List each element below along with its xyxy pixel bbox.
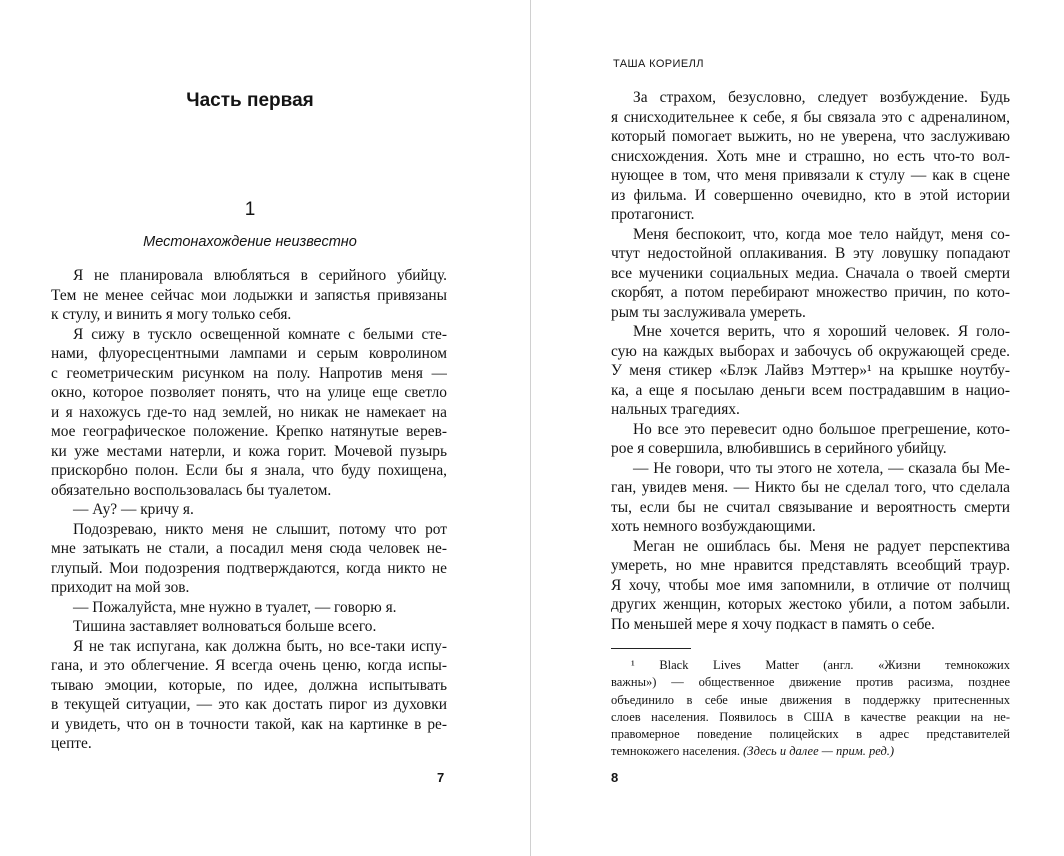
text-line: ки уже местами натерли, и кожа горит. Мочевой пузырь (51, 442, 447, 460)
text-line: Меган не ошиблась бы. Меня не радует перспектива (633, 537, 1010, 555)
text-line: Я хочу, чтобы мое имя запомнили, в отличие от полчищ (611, 576, 1010, 594)
text-line: цепте. (51, 735, 92, 752)
text-line: все мученики социальных медиа. Сначала о твоей смерти (611, 264, 1010, 282)
text-line: протагонист. (611, 206, 695, 223)
chapter-subtitle: Местонахождение неизвестно (143, 234, 357, 250)
text-line: Подозреваю, никто меня не слышит, потому что рот (73, 520, 447, 538)
left-page (0, 0, 530, 856)
right-body-text (611, 88, 1010, 634)
page-number-right: 8 (611, 770, 619, 785)
text-line: Мне хочется верить, что я хороший человек. Я голо- (633, 323, 1010, 340)
text-line: нующее в том, что меня привязали к стулу — как в сцене (611, 167, 1010, 184)
text-line: ты, если бы не считал связывание и вероятность смерти (611, 498, 1010, 516)
text-line: и я нахожусь где-то над землей, но никак не намекает на (51, 403, 447, 421)
text-line: объединило в себе иные движения в поддержку притесненных (611, 692, 1010, 707)
text-line: мое географическое положение. Крепко натянутые верев- (51, 423, 447, 440)
text-line: окно, которое позволяет понять, что на улице еще светло (51, 384, 447, 401)
text-line: Но все это перевесит одно большое прегрешение, кото- (633, 420, 1010, 438)
text-line: Тем не менее сейчас мои лодыжки и запястья привязаны (51, 286, 447, 304)
text-line: рое я совершила, влюбившись в серийного убийцу. (611, 440, 947, 457)
text-line: правомерное поведение полицейских в адрес представителей (611, 727, 1010, 742)
text-line: глупый. Мои подозрения подтверждаются, когда никто не (51, 559, 447, 577)
text-line: скорбят, а потом перебирают множество причин, по кото- (611, 284, 1010, 301)
text-line: к стулу, и винить я могу только себя. (51, 306, 292, 323)
text-line: других женщин, которых жестоко убили, а потом забыли. (611, 596, 1010, 613)
text-line: чтут недостойной оплакивания. В эту ловушку попадают (611, 245, 1010, 262)
text-line: тываю эмоции, которые, по идее, должна испытывать (51, 676, 447, 694)
text-line: — Не говори, что ты этого не хотела, — сказала бы Ме- (633, 459, 1010, 477)
text-line: снисхождения. Хоть мне и страшно, но есть что-то вол- (611, 147, 1010, 165)
text-line: По меньшей мере я хочу подкаст в память о себе. (611, 615, 935, 633)
text-line: гана, и это облегчение. Я всегда очень ценю, когда испы- (51, 657, 447, 674)
text-line: важны») — общественное движение против расизма, позднее (611, 675, 1010, 690)
footnote-rule (611, 648, 691, 649)
text-line: Меня беспокоит, что, когда мое тело найдут, меня со- (633, 225, 1010, 243)
text-line: ка, а еще я посылаю деньги всем пострадавшим в нацио- (611, 381, 1010, 399)
text-line: За страхом, безусловно, следует возбуждение. Будь (633, 89, 1010, 106)
text-line: ган, увидев меня. — Никто бы не сделал того, что сделала (611, 479, 1010, 496)
running-head: ТАША КОРИЕЛЛ (613, 58, 704, 70)
text-line: слоев населения. Появилось в США в качестве реакции на не- (611, 709, 1010, 724)
page-number-left: 7 (437, 770, 445, 785)
text-line: нальных трагедиях. (611, 401, 740, 418)
text-line: ¹ Black Lives Matter (англ. «Жизни темнокожих (631, 658, 1010, 672)
text-line: умереть, но мне нравится представлять всеобщий траур. (611, 557, 1010, 574)
text-line: нами, флуоресцентными лампами и серым ковролином (51, 345, 447, 362)
text-line: в текущей ситуации, — это как достать пирог из духовки (51, 696, 447, 713)
text-line: обязательно воспользовалась бы туалетом. (51, 481, 332, 499)
text-line: я снисходительнее к себе, я бы связала это с адреналином, (611, 108, 1010, 126)
text-line: сую на каждых выборах и забочусь об окружающей среде. (611, 342, 1010, 360)
text-line: приходит на мой зов. (51, 579, 190, 596)
footnote-editor-note: (Здесь и далее — прим. ред.) (743, 744, 895, 759)
text-line: который помогает выжить, но не уверена, что заслуживаю (611, 128, 1010, 145)
text-line: Я не планировала влюбляться в серийного убийцу. (73, 267, 447, 284)
text-line: и увидеть, что он в точности такой, как на картинке в ре- (51, 715, 447, 733)
text-line: — Пожалуйста, мне нужно в туалет, — говорю я. (73, 598, 397, 616)
chapter-number: 1 (244, 199, 256, 220)
text-line: темнокожего населения. (Здесь и далее — прим. ред.) (611, 744, 895, 759)
text-line: Я сижу в тускло освещенной комнате с белыми сте- (73, 325, 447, 343)
text-line: мне затыкать не стали, а посадил меня сюда человек не- (51, 540, 447, 557)
chapter-title: Часть первая (186, 90, 314, 111)
footnote (611, 657, 1010, 761)
right-page (531, 0, 1064, 856)
text-line: У меня стикер «Блэк Лайвз Мэттер»¹ на крышке ноутбу- (611, 362, 1010, 379)
text-line: Тишина заставляет волноваться больше всего. (73, 618, 377, 635)
text-line: из фильма. И совершенно очевидно, кто в этой истории (611, 186, 1010, 204)
text-line: хоть немного возбуждающими. (611, 518, 816, 535)
text-line: — Ау? — кричу я. (73, 501, 194, 518)
left-body-text (51, 266, 447, 754)
text-line: Я не так испугана, как должна быть, но все-таки испу- (73, 637, 447, 655)
text-line: рым ты заслуживала умереть. (611, 303, 806, 321)
text-line: с геометрическим рисунком на полу. Напротив меня — (51, 364, 447, 382)
text-line: прискорбно полон. Если бы я знала, что буду похищена, (51, 462, 447, 479)
